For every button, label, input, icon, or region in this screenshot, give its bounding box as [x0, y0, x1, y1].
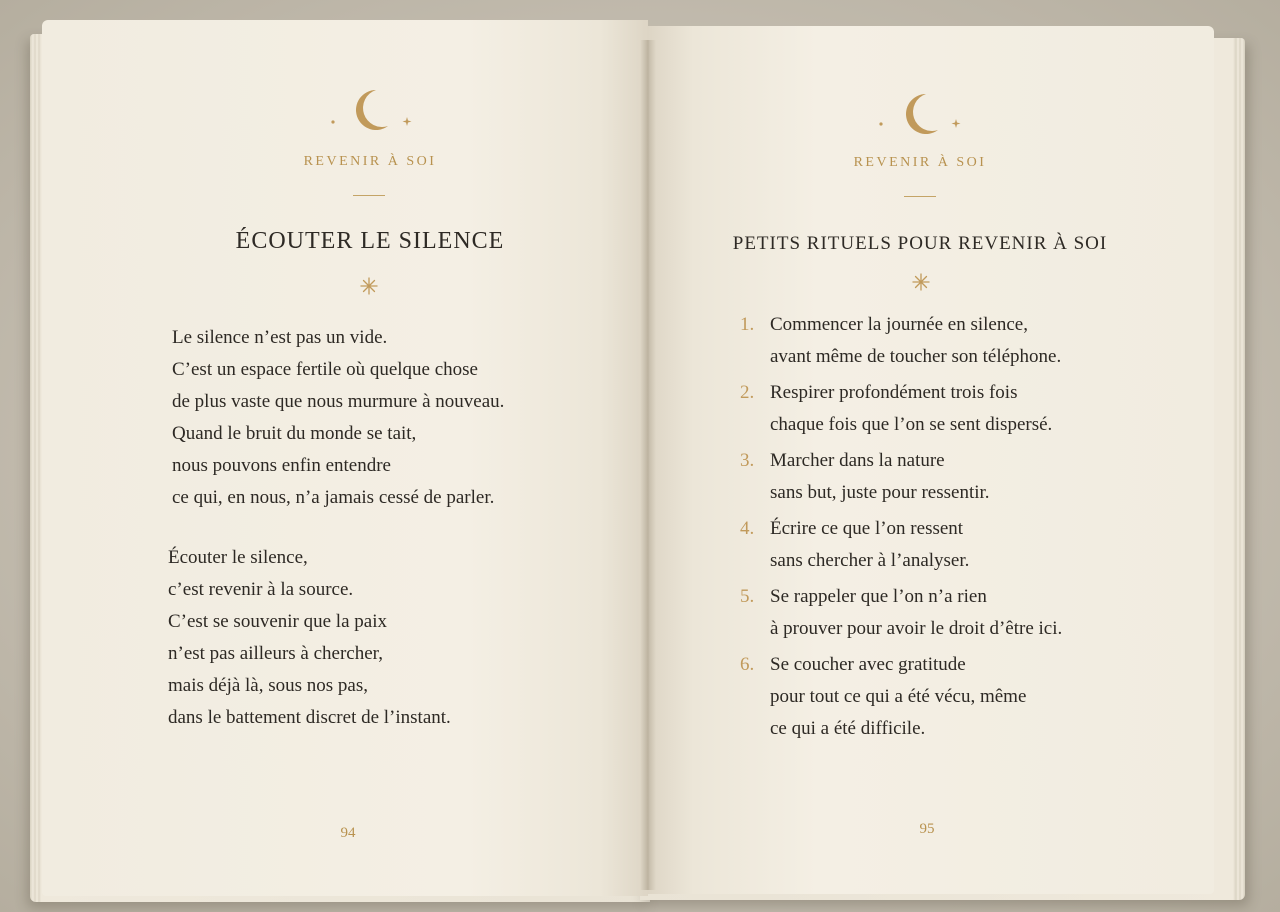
ritual-line: à prouver pour avoir le droit d’être ici. [770, 618, 1063, 639]
running-header-left: REVENIR À SOI [303, 154, 437, 169]
header-rule-right [904, 196, 936, 197]
ritual-line: Marcher dans la nature [770, 450, 945, 471]
running-header-right: REVENIR À SOI [853, 155, 987, 170]
ritual-line: Commencer la journée en silence, [770, 314, 1028, 335]
ritual-line: pour tout ce qui a été vécu, même [770, 686, 1027, 707]
ritual-line: chaque fois que l’on se sent dispersé. [770, 414, 1053, 435]
star-ornament-icon [912, 273, 930, 291]
ritual-line: avant même de toucher son téléphone. [770, 346, 1062, 367]
ritual-item-2 [740, 377, 1052, 441]
ritual-number: 3. [740, 450, 755, 471]
ritual-item-5 [740, 581, 1062, 645]
ritual-number: 2. [740, 382, 755, 403]
header-rule-left [353, 195, 385, 196]
crescent-moon-icon [860, 88, 980, 138]
ritual-item-1 [740, 309, 1061, 373]
verse-line: Quand le bruit du monde se tait, [172, 423, 417, 444]
verse-line: nous pouvons enfin entendre [172, 455, 391, 476]
ritual-number: 6. [740, 654, 755, 675]
verse-line: de plus vaste que nous murmure à nouveau. [172, 391, 505, 412]
book-gutter [640, 40, 656, 890]
ritual-line: Écrire ce que l’on ressent [770, 518, 964, 539]
ritual-number: 1. [740, 314, 755, 335]
ritual-item-4 [740, 513, 969, 577]
verse-line: c’est revenir à la source. [168, 579, 354, 600]
verse-line: ce qui, en nous, n’a jamais cessé de parler. [172, 487, 495, 508]
ritual-line: sans chercher à l’analyser. [770, 550, 970, 571]
right-page-title: PETITS RITUELS POUR REVENIR À SOI [732, 233, 1108, 254]
ritual-line: Se rappeler que l’on n’a rien [770, 586, 987, 607]
verse-line: n’est pas ailleurs à chercher, [168, 643, 383, 664]
ritual-line: sans but, juste pour ressentir. [770, 482, 990, 503]
star-ornament-icon [360, 277, 378, 295]
verse-line: dans le battement discret de l’instant. [168, 707, 451, 728]
ritual-number: 5. [740, 586, 755, 607]
verse-line: C’est se souvenir que la paix [168, 611, 387, 632]
left-page-title: ÉCOUTER LE SILENCE [235, 228, 505, 254]
ritual-item-3 [740, 445, 990, 509]
stanza-1 [172, 322, 504, 514]
page-number-right: 95 [919, 821, 935, 837]
stanza-2 [168, 542, 451, 734]
ritual-line: Respirer profondément trois fois [770, 382, 1018, 403]
ritual-item-6 [740, 649, 1026, 745]
page-number-left: 94 [340, 825, 356, 841]
verse-line: C’est un espace fertile où quelque chose [172, 359, 478, 380]
ritual-line: ce qui a été difficile. [770, 718, 926, 739]
verse-line: Écouter le silence, [168, 547, 308, 568]
verse-line: mais déjà là, sous nos pas, [168, 675, 369, 696]
verse-line: Le silence n’est pas un vide. [172, 327, 388, 348]
ritual-line: Se coucher avec gratitude [770, 654, 966, 675]
crescent-moon-icon [310, 84, 430, 134]
ritual-number: 4. [740, 518, 755, 539]
